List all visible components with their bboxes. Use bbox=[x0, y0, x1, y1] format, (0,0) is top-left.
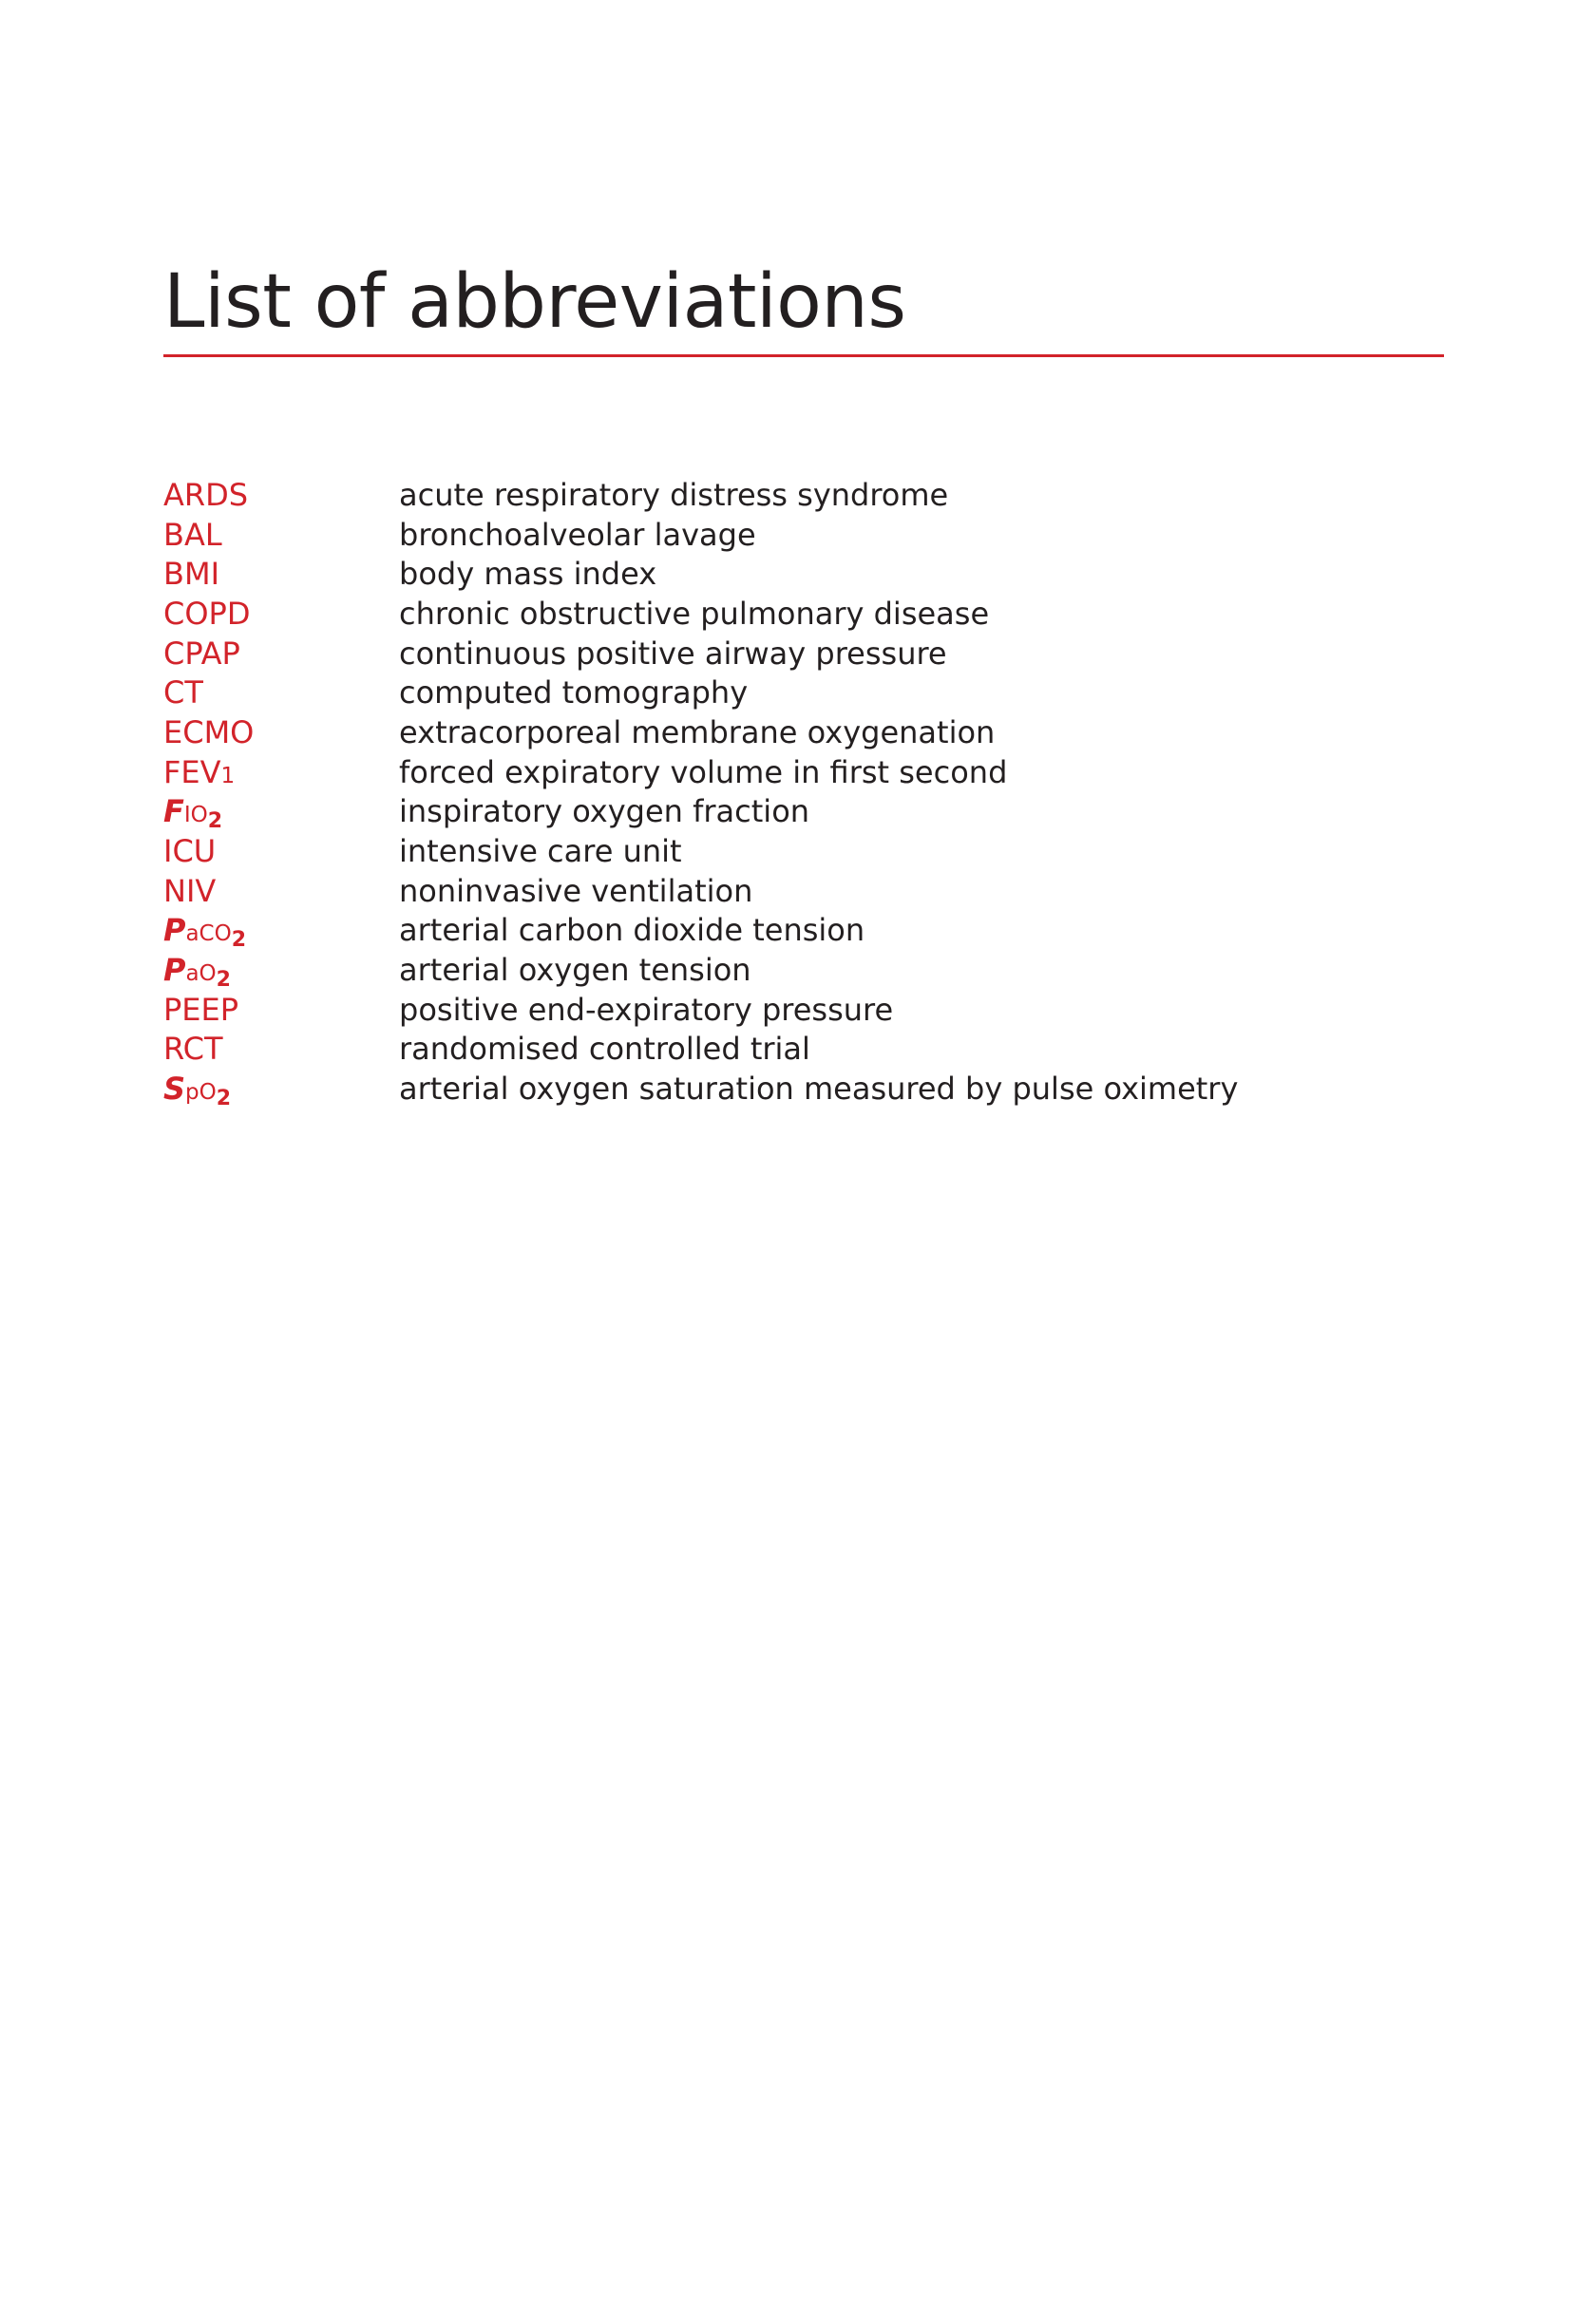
abbreviation-term: ARDS bbox=[163, 476, 249, 513]
term-small: pO bbox=[185, 1080, 217, 1106]
abbreviation-term: RCT bbox=[163, 1031, 223, 1068]
term-italic: P bbox=[163, 912, 186, 949]
abbreviation-definition: noninvasive ventilation bbox=[399, 872, 753, 909]
abbreviation-term: BAL bbox=[163, 516, 222, 553]
abbreviation-definition: forced expiratory volume in first second bbox=[399, 753, 1008, 790]
list-item bbox=[163, 594, 1436, 634]
term-subscript: 2 bbox=[216, 1087, 232, 1111]
abbreviation-term: BMI bbox=[163, 556, 219, 593]
abbreviation-definition: chronic obstructive pulmonary disease bbox=[399, 595, 990, 632]
list-item bbox=[163, 950, 1436, 993]
list-item bbox=[163, 871, 1436, 911]
term-small: IO bbox=[183, 803, 208, 828]
list-item bbox=[163, 1030, 1436, 1070]
term-italic: S bbox=[163, 1071, 186, 1108]
abbreviation-term: CT bbox=[163, 674, 203, 711]
term-small: aO bbox=[185, 961, 217, 987]
abbreviation-definition: continuous positive airway pressure bbox=[399, 635, 947, 672]
abbreviation-term: CPAP bbox=[163, 635, 240, 672]
abbreviation-term bbox=[163, 793, 399, 834]
abbreviation-term bbox=[163, 952, 399, 993]
abbreviation-term: PEEP bbox=[163, 991, 239, 1028]
term-small: 1 bbox=[220, 763, 236, 788]
abbreviation-term: ECMO bbox=[163, 713, 255, 750]
list-item bbox=[163, 990, 1436, 1030]
abbreviation-term: NIV bbox=[163, 872, 217, 909]
abbreviation-definition: arterial oxygen saturation measured by pulse oximetry bbox=[399, 1071, 1239, 1108]
abbreviation-term: ICU bbox=[163, 833, 217, 870]
abbreviation-list bbox=[163, 475, 1436, 1109]
abbreviation-term: COPD bbox=[163, 595, 251, 632]
abbreviation-term bbox=[163, 754, 399, 790]
page-title: List of abbreviations bbox=[163, 259, 906, 345]
abbreviation-definition: inspiratory oxygen fraction bbox=[399, 793, 810, 830]
abbreviation-definition: intensive care unit bbox=[399, 833, 682, 870]
term-subscript: 2 bbox=[216, 968, 231, 993]
abbreviation-definition: positive end-expiratory pressure bbox=[399, 991, 894, 1028]
term-italic: F bbox=[163, 793, 184, 830]
list-item bbox=[163, 1069, 1436, 1109]
abbreviation-definition: extracorporeal membrane oxygenation bbox=[399, 713, 996, 750]
term-subscript: 2 bbox=[231, 928, 247, 953]
abbreviation-definition: acute respiratory distress syndrome bbox=[399, 476, 949, 513]
abbreviation-term bbox=[163, 912, 399, 953]
term-italic: P bbox=[163, 952, 186, 989]
list-item bbox=[163, 634, 1436, 673]
list-item bbox=[163, 911, 1436, 951]
abbreviation-definition: arterial oxygen tension bbox=[399, 952, 751, 989]
title-rule bbox=[163, 354, 1444, 357]
abbreviation-definition: arterial carbon dioxide tension bbox=[399, 912, 865, 949]
list-item bbox=[163, 554, 1436, 594]
abbreviation-definition: bronchoalveolar lavage bbox=[399, 516, 756, 553]
list-item bbox=[163, 831, 1436, 871]
term-subscript: 2 bbox=[207, 809, 223, 834]
term-base: FEV bbox=[163, 753, 221, 790]
abbreviation-term bbox=[163, 1071, 399, 1111]
list-item bbox=[163, 712, 1436, 752]
list-item bbox=[163, 752, 1436, 792]
list-item bbox=[163, 475, 1436, 515]
list-item bbox=[163, 515, 1436, 555]
term-small: aCO bbox=[185, 921, 232, 947]
list-item bbox=[163, 673, 1436, 712]
abbreviation-definition: computed tomography bbox=[399, 674, 749, 711]
abbreviation-definition: randomised controlled trial bbox=[399, 1031, 810, 1068]
list-item bbox=[163, 792, 1436, 832]
abbreviation-definition: body mass index bbox=[399, 556, 657, 593]
